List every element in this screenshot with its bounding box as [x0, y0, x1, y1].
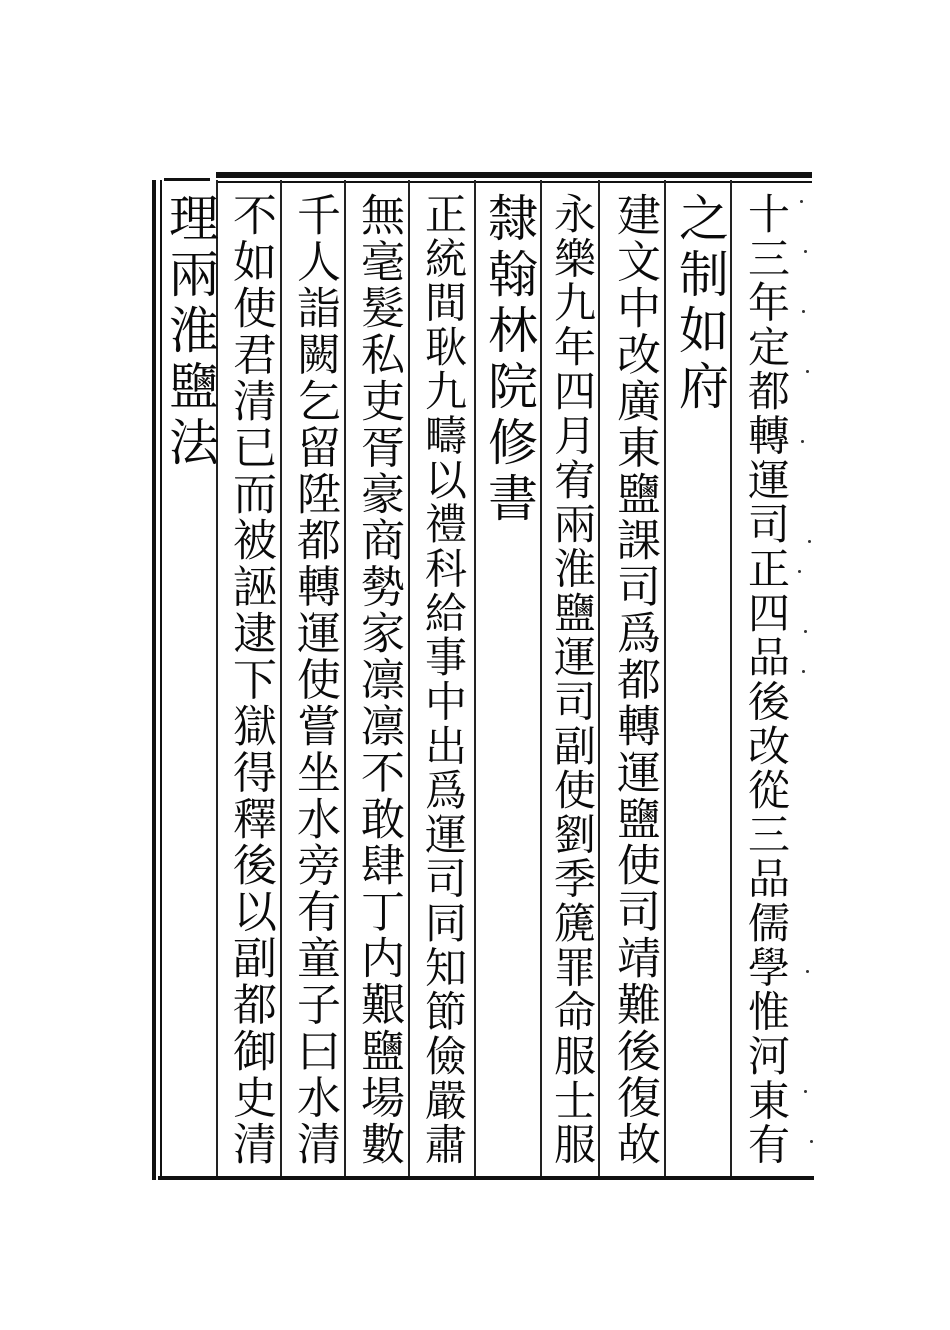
column-separator — [730, 180, 732, 1176]
top-border-left-segment — [164, 178, 210, 181]
left-border-outer — [152, 180, 156, 1180]
text-column-6: 正統間耿九疇以禮科給事中出爲運司同知節儉嚴肅 — [419, 192, 468, 1167]
column-separator — [664, 180, 666, 1176]
top-border-thin — [216, 181, 812, 183]
column-separator — [474, 180, 476, 1176]
text-column-2: 之制如府 — [671, 192, 729, 416]
column-separator — [280, 180, 282, 1176]
text-column-1: 十三年定都轉運司正四品後改從三品儒學惟河東有 — [742, 192, 791, 1167]
text-column-7: 無毫髮私吏胥豪商勢家凛凛不敢肆丁内艱鹽場數 — [353, 192, 404, 1167]
text-column-4: 永樂九年四月宥兩淮鹽運司副使劉季篪罪命服士服 — [548, 192, 597, 1167]
bottom-border — [158, 1176, 814, 1180]
column-separator — [408, 180, 410, 1176]
text-column-10: 理兩淮鹽法 — [161, 192, 219, 472]
text-column-3: 建文中改廣東鹽課司爲都轉運鹽使司靖難後復故 — [609, 192, 660, 1167]
text-column-8: 千人詣闕乞留陞都轉運使嘗坐水旁有童子曰水清 — [289, 192, 340, 1167]
column-separator — [344, 180, 346, 1176]
text-column-5: 隸翰林院修書 — [480, 192, 538, 528]
text-column-9: 不如使君清已而被誣逮下獄得釋後以副都御史清 — [225, 192, 276, 1167]
top-border-thick — [216, 172, 812, 178]
margin-marks — [792, 190, 820, 1170]
